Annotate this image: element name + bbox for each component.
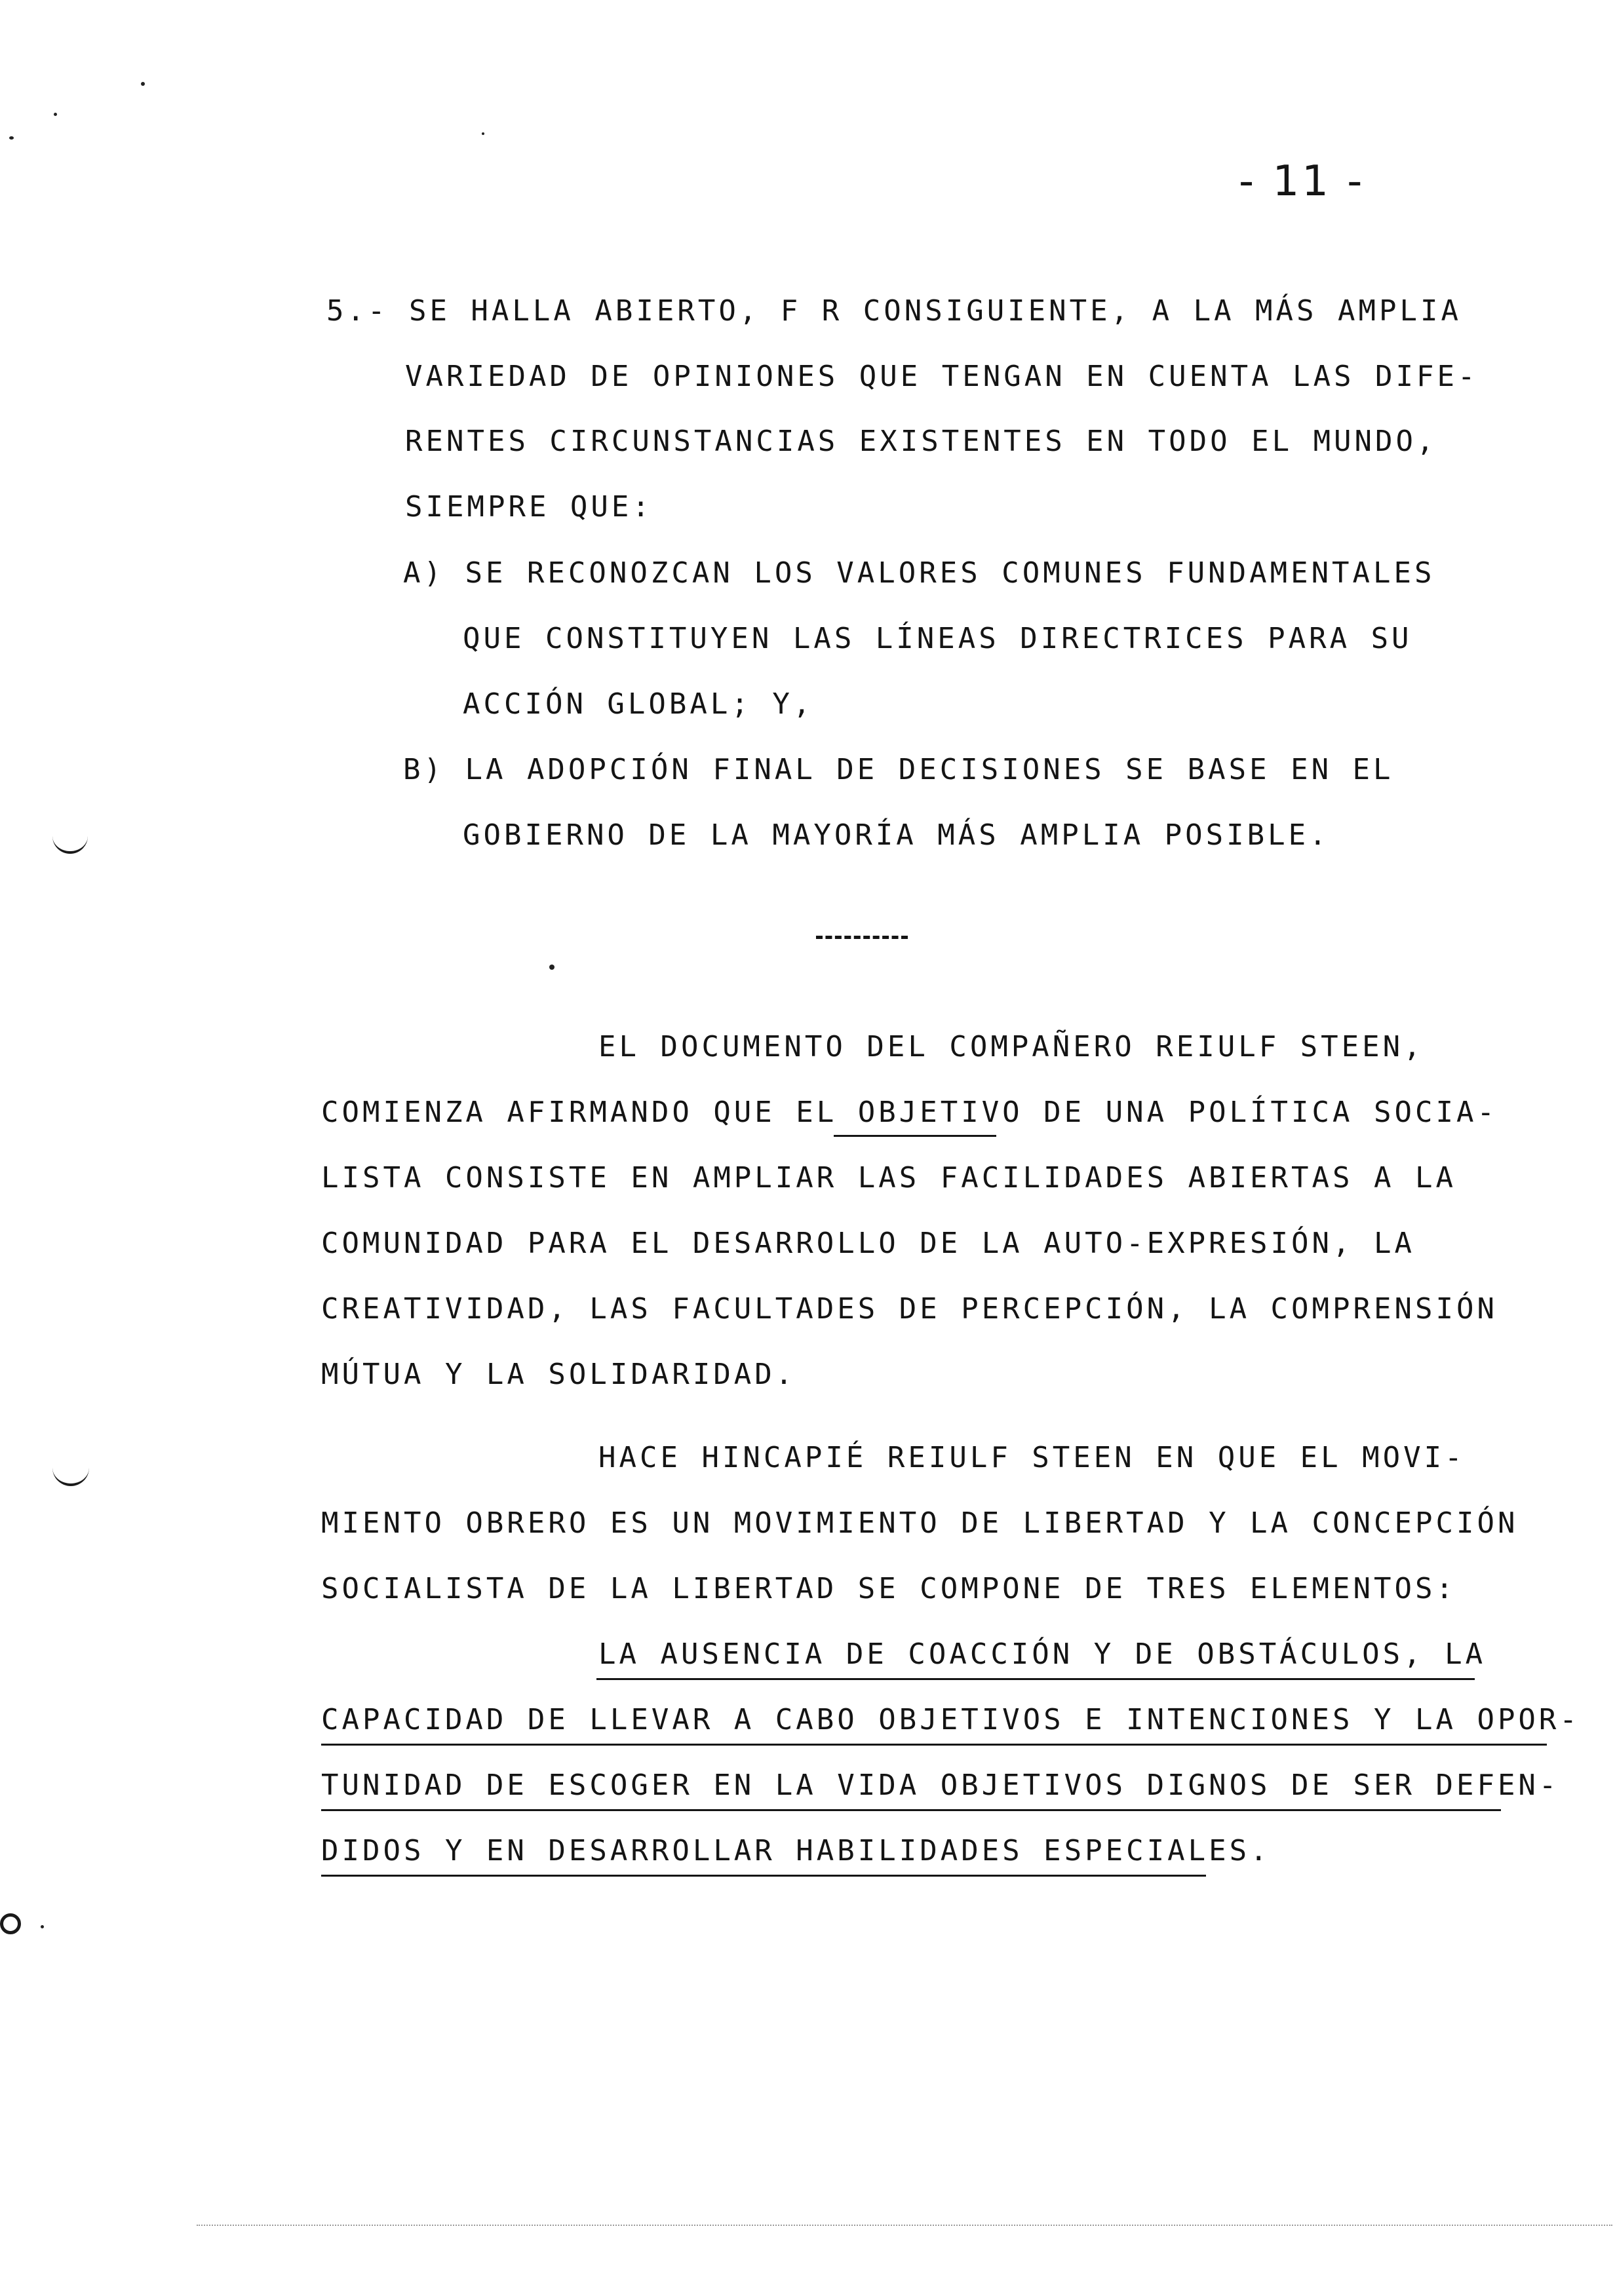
item-a-line: ACCIÓN GLOBAL; Y,	[463, 687, 814, 721]
underline-objetivo	[834, 1135, 996, 1137]
underline-line	[321, 1809, 1501, 1811]
paragraph-2-line: DIDOS Y EN DESARROLLAR HABILIDADES ESPECIALES.	[321, 1834, 1271, 1867]
point-5-line: SIEMPRE QUE:	[405, 490, 653, 524]
point-5-line: 5.- SE HALLA ABIERTO, F R CONSIGUIENTE, A LA MÁS AMPLIA	[326, 294, 1462, 328]
scan-speck	[141, 82, 145, 86]
page-number: - 11 -	[1239, 157, 1365, 206]
item-a-line: A) SE RECONOZCAN LOS VALORES COMUNES FUNDAMENTALES	[403, 556, 1435, 590]
binder-mark	[52, 829, 88, 854]
item-b-line: B) LA ADOPCIÓN FINAL DE DECISIONES SE BASE EN EL	[403, 753, 1394, 786]
paragraph-1-line: COMIENZA AFIRMANDO QUE EL OBJETIVO DE UNA POLÍTICA SOCIA-	[321, 1096, 1498, 1129]
paragraph-1-line: EL DOCUMENTO DEL COMPAÑERO REIULF STEEN,	[598, 1030, 1424, 1063]
item-a-line: QUE CONSTITUYEN LAS LÍNEAS DIRECTRICES PARA SU	[463, 622, 1412, 655]
point-5-line: RENTES CIRCUNSTANCIAS EXISTENTES EN TODO EL MUNDO,	[405, 425, 1437, 458]
paragraph-2-line: SOCIALISTA DE LA LIBERTAD SE COMPONE DE TRES ELEMENTOS:	[321, 1572, 1456, 1605]
paragraph-2-line: LA AUSENCIA DE COACCIÓN Y DE OBSTÁCULOS, LA	[598, 1637, 1487, 1671]
paragraph-1-line: CREATIVIDAD, LAS FACULTADES DE PERCEPCIÓN, LA COMPRENSIÓN	[321, 1292, 1498, 1326]
scan-speck	[549, 965, 555, 970]
paragraph-2-line: TUNIDAD DE ESCOGER EN LA VIDA OBJETIVOS DIGNOS DE SER DEFEN-	[321, 1769, 1560, 1802]
underline-line	[321, 1744, 1547, 1746]
binder-mark	[52, 1460, 89, 1486]
scan-speck	[482, 132, 484, 135]
section-separator	[816, 936, 908, 939]
item-b-line: GOBIERNO DE LA MAYORÍA MÁS AMPLIA POSIBLE.	[463, 818, 1330, 852]
paragraph-2-line: CAPACIDAD DE LLEVAR A CABO OBJETIVOS E INTENCIONES Y LA OPOR-	[321, 1703, 1580, 1736]
paragraph-1-line: MÚTUA Y LA SOLIDARIDAD.	[321, 1358, 796, 1391]
paragraph-2-line: MIENTO OBRERO ES UN MOVIMIENTO DE LIBERTAD Y LA CONCEPCIÓN	[321, 1506, 1519, 1540]
scan-speck	[54, 113, 57, 116]
underline-line	[596, 1678, 1475, 1680]
paragraph-1-line: LISTA CONSISTE EN AMPLIAR LAS FACILIDADES ABIERTAS A LA	[321, 1161, 1456, 1195]
paragraph-1-line: COMUNIDAD PARA EL DESARROLLO DE LA AUTO-EXPRESIÓN, LA	[321, 1227, 1415, 1260]
point-5-line: VARIEDAD DE OPINIONES QUE TENGAN EN CUENTA LAS DIFE-	[405, 360, 1479, 393]
underline-line	[321, 1875, 1206, 1877]
scan-speck	[41, 1925, 44, 1928]
paragraph-2-line: HACE HINCAPIÉ REIULF STEEN EN QUE EL MOVI-	[598, 1441, 1466, 1474]
scan-bottom-edge	[197, 2225, 1612, 2226]
scan-speck	[9, 136, 14, 140]
binder-hole-mark	[0, 1913, 21, 1934]
